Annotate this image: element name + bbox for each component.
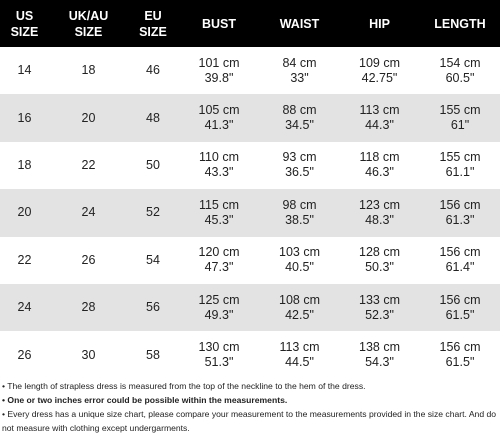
value-inch: 44.3" [365,118,394,133]
value-cm: 109 cm [359,55,400,70]
waist-cell [260,142,339,189]
header-line: SIZE [10,24,39,39]
us-size-cell: 24 [0,284,49,331]
value-cm: 120 cm [198,245,240,260]
uk-au-size-cell: 18 [81,63,96,78]
length-cell [420,331,500,378]
length-cell [420,94,500,141]
header-hip: HIP [339,0,420,47]
header-us-size [0,0,49,47]
value-inch: 34.5" [285,118,314,133]
value-cm: 113 cm [359,103,400,118]
table-row [0,94,500,141]
value-inch: 42.75" [361,70,398,85]
value-inch: 40.5" [285,260,314,275]
uk-au-size-cell: 22 [81,157,96,172]
hip-cell [339,142,420,189]
eu-size-cell: 56 [128,284,178,331]
value-cm: 156 cm [439,292,481,307]
value-cm: 98 cm [282,197,317,212]
header-line: UK/AU [68,8,109,23]
value-inch: 48.3" [365,212,394,227]
value-cm: 115 cm [198,197,240,212]
waist-cell [260,94,339,141]
eu-size-cell: 58 [146,347,160,362]
uk-au-size-cell: 26 [81,252,96,267]
waist-cell [260,47,339,94]
value-inch: 41.3" [204,118,234,133]
value-inch: 52.3" [365,307,394,322]
value-inch: 42.5" [285,307,314,322]
value-inch: 36.5" [285,165,314,180]
header-uk-au-size [49,0,128,47]
value-inch: 39.8" [204,70,234,85]
value-inch: 46.3" [365,165,394,180]
value-inch: 38.5" [285,212,314,227]
hip-cell [339,284,420,331]
value-cm: 138 cm [359,340,400,355]
value-inch: 45.3" [204,212,234,227]
value-cm: 123 cm [359,197,400,212]
value-cm: 133 cm [359,292,400,307]
length-cell [420,284,500,331]
note-line: • The length of strapless dress is measured from the top of the neckline to the hem of the dress. [2,381,366,391]
value-cm: 105 cm [198,103,240,118]
eu-size-cell: 54 [146,252,160,267]
value-cm: 130 cm [198,340,240,355]
value-inch: 61.1" [445,165,475,180]
note-line: • One or two inches error could be possible within the measurements. [2,395,288,405]
value-cm: 110 cm [198,150,240,165]
bust-cell [178,237,260,284]
length-cell [420,47,500,94]
hip-cell [339,189,420,236]
bust-cell [178,142,260,189]
header-eu-size [128,0,178,47]
table-row [0,237,500,284]
eu-size-cell: 46 [146,63,160,78]
value-cm: 118 cm [359,150,400,165]
us-size-cell: 22 [17,252,32,267]
value-inch: 61" [450,118,470,133]
value-cm: 154 cm [439,55,481,70]
header-waist: WAIST [260,0,339,47]
uk-au-size-cell: 20 [49,94,128,141]
us-size-cell: 18 [17,157,32,172]
value-cm: 108 cm [279,292,320,307]
bust-cell [178,47,260,94]
value-cm: 155 cm [439,103,481,118]
note-line: • Every dress has a unique size chart, please compare your measurement to the measurements provided in the size chart. And do not measure with clothing except undergarments. [2,409,497,433]
value-inch: 61.4" [445,260,475,275]
hip-cell [339,47,420,94]
uk-au-size-cell: 28 [49,284,128,331]
value-cm: 156 cm [439,197,481,212]
uk-au-size-cell: 24 [49,189,128,236]
header-line: EU [144,8,162,23]
value-cm: 113 cm [279,340,320,355]
value-inch: 61.5" [445,355,475,370]
table-row [0,284,500,331]
hip-cell [339,94,420,141]
table-row [0,47,500,94]
us-size-cell: 20 [0,189,49,236]
waist-cell [260,331,339,378]
bust-cell [178,284,260,331]
value-inch: 61.5" [445,307,475,322]
value-cm: 101 cm [198,55,240,70]
value-inch: 43.3" [204,165,234,180]
value-inch: 33" [290,70,309,85]
value-cm: 88 cm [282,103,317,118]
value-cm: 93 cm [282,150,317,165]
notes-section [2,379,498,435]
header-line: SIZE [139,24,167,39]
length-cell [420,142,500,189]
us-size-cell: 26 [17,347,32,362]
length-cell [420,189,500,236]
value-cm: 155 cm [439,150,481,165]
uk-au-size-cell: 30 [81,347,96,362]
header-line: US [15,8,34,23]
value-cm: 103 cm [279,245,320,260]
bust-cell [178,331,260,378]
value-cm: 156 cm [439,245,481,260]
header-bust: BUST [178,0,260,47]
value-inch: 49.3" [204,307,234,322]
us-size-cell: 16 [0,94,49,141]
value-inch: 61.3" [445,212,475,227]
eu-size-cell: 48 [128,94,178,141]
hip-cell [339,331,420,378]
eu-size-cell: 52 [128,189,178,236]
hip-cell [339,237,420,284]
header-row [0,0,500,47]
value-inch: 60.5" [445,70,475,85]
length-cell [420,237,500,284]
value-cm: 156 cm [439,340,481,355]
table-row [0,331,500,378]
table-body [0,47,500,379]
header-length: LENGTH [420,0,500,47]
value-cm: 125 cm [198,292,240,307]
value-inch: 47.3" [204,260,234,275]
table-row [0,142,500,189]
value-inch: 50.3" [365,260,394,275]
waist-cell [260,189,339,236]
value-inch: 44.5" [285,355,314,370]
bust-cell [178,94,260,141]
header-line: SIZE [74,24,103,39]
eu-size-cell: 50 [146,157,160,172]
us-size-cell: 14 [17,63,32,78]
table-row [0,189,500,236]
waist-cell [260,284,339,331]
value-inch: 51.3" [204,355,234,370]
bust-cell [178,189,260,236]
value-cm: 84 cm [282,55,317,70]
value-cm: 128 cm [359,245,400,260]
waist-cell [260,237,339,284]
value-inch: 54.3" [365,355,394,370]
